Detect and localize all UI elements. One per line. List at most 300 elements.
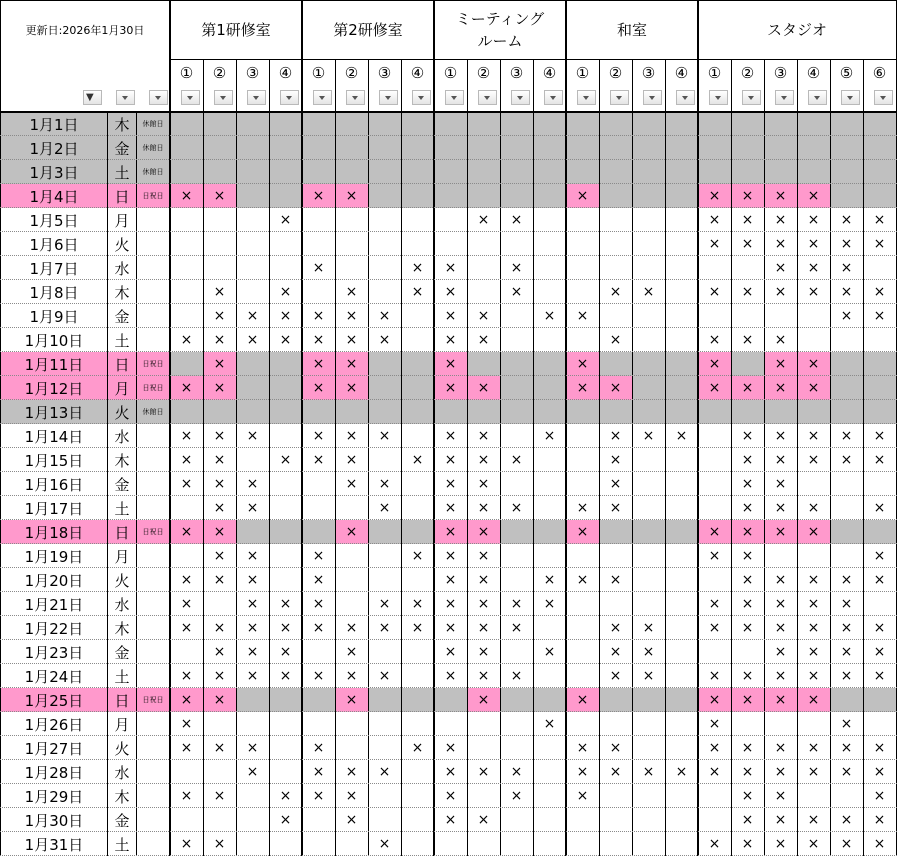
slot-cell[interactable] (599, 184, 632, 208)
slot-cell[interactable] (632, 184, 665, 208)
slot-cell[interactable]: × (863, 544, 896, 568)
slot-cell[interactable] (830, 544, 863, 568)
slot-cell[interactable] (566, 712, 599, 736)
slot-cell[interactable] (170, 112, 203, 136)
slot-cell[interactable] (335, 232, 368, 256)
slot-cell[interactable] (533, 160, 566, 184)
slot-cell[interactable]: × (467, 808, 500, 832)
slot-cell[interactable] (698, 424, 731, 448)
slot-cell[interactable] (665, 472, 698, 496)
slot-cell[interactable]: × (302, 184, 335, 208)
slot-cell[interactable] (368, 736, 401, 760)
slot-cell[interactable] (500, 136, 533, 160)
slot-cell[interactable] (170, 544, 203, 568)
slot-cell[interactable]: × (500, 592, 533, 616)
slot-cell[interactable] (467, 736, 500, 760)
slot-cell[interactable] (665, 640, 698, 664)
slot-cell[interactable] (632, 472, 665, 496)
slot-cell[interactable] (434, 208, 467, 232)
slot-cell[interactable] (665, 328, 698, 352)
slot-cell[interactable] (665, 736, 698, 760)
slot-cell[interactable]: × (434, 328, 467, 352)
slot-cell[interactable] (599, 136, 632, 160)
slot-cell[interactable] (269, 160, 302, 184)
slot-cell[interactable]: × (764, 832, 797, 856)
slot-cell[interactable] (698, 448, 731, 472)
slot-cell[interactable] (170, 280, 203, 304)
slot-cell[interactable]: × (731, 736, 764, 760)
slot-cell[interactable] (533, 496, 566, 520)
slot-cell[interactable]: × (500, 496, 533, 520)
slot-cell[interactable] (203, 808, 236, 832)
slot-cell[interactable] (236, 520, 269, 544)
slot-cell[interactable] (533, 184, 566, 208)
slot-cell[interactable] (665, 448, 698, 472)
slot-cell[interactable] (566, 232, 599, 256)
slot-cell[interactable] (797, 328, 830, 352)
slot-cell[interactable]: × (698, 664, 731, 688)
slot-cell[interactable]: × (401, 592, 434, 616)
slot-cell[interactable] (533, 328, 566, 352)
slot-cell[interactable]: × (170, 448, 203, 472)
filter-slot-button[interactable] (544, 90, 563, 105)
slot-cell[interactable]: × (863, 208, 896, 232)
slot-cell[interactable]: × (698, 328, 731, 352)
slot-cell[interactable]: × (434, 664, 467, 688)
slot-cell[interactable]: × (236, 640, 269, 664)
slot-cell[interactable]: × (632, 424, 665, 448)
slot-cell[interactable] (863, 256, 896, 280)
slot-cell[interactable]: × (731, 544, 764, 568)
slot-cell[interactable] (599, 160, 632, 184)
filter-date-button[interactable] (83, 90, 102, 105)
slot-cell[interactable] (599, 304, 632, 328)
slot-cell[interactable]: × (830, 760, 863, 784)
slot-cell[interactable] (599, 712, 632, 736)
slot-cell[interactable] (500, 304, 533, 328)
slot-cell[interactable]: × (863, 664, 896, 688)
slot-cell[interactable]: × (698, 616, 731, 640)
slot-cell[interactable] (599, 832, 632, 856)
filter-slot-button[interactable] (313, 90, 332, 105)
slot-cell[interactable]: × (731, 232, 764, 256)
slot-cell[interactable]: × (731, 520, 764, 544)
filter-label-button[interactable] (149, 90, 168, 105)
slot-cell[interactable] (401, 808, 434, 832)
slot-cell[interactable] (401, 520, 434, 544)
slot-cell[interactable]: × (665, 424, 698, 448)
slot-cell[interactable]: × (335, 784, 368, 808)
slot-cell[interactable] (599, 400, 632, 424)
slot-cell[interactable]: × (599, 472, 632, 496)
slot-cell[interactable] (830, 376, 863, 400)
slot-cell[interactable] (566, 640, 599, 664)
slot-cell[interactable]: × (203, 448, 236, 472)
slot-cell[interactable] (500, 808, 533, 832)
slot-cell[interactable] (665, 592, 698, 616)
slot-cell[interactable]: × (863, 640, 896, 664)
slot-cell[interactable]: × (467, 688, 500, 712)
slot-cell[interactable]: × (170, 832, 203, 856)
slot-cell[interactable] (302, 808, 335, 832)
slot-cell[interactable] (269, 544, 302, 568)
slot-cell[interactable] (467, 784, 500, 808)
slot-cell[interactable]: × (731, 472, 764, 496)
slot-cell[interactable] (500, 352, 533, 376)
slot-cell[interactable] (269, 400, 302, 424)
slot-cell[interactable]: × (368, 592, 401, 616)
slot-cell[interactable]: × (830, 208, 863, 232)
slot-cell[interactable]: × (764, 592, 797, 616)
slot-cell[interactable]: × (830, 304, 863, 328)
slot-cell[interactable] (302, 400, 335, 424)
slot-cell[interactable]: × (731, 424, 764, 448)
slot-cell[interactable]: × (269, 640, 302, 664)
slot-cell[interactable]: × (698, 592, 731, 616)
slot-cell[interactable] (665, 664, 698, 688)
slot-cell[interactable]: × (764, 328, 797, 352)
slot-cell[interactable]: × (203, 280, 236, 304)
slot-cell[interactable]: × (698, 688, 731, 712)
slot-cell[interactable]: × (401, 280, 434, 304)
slot-cell[interactable]: × (566, 376, 599, 400)
slot-cell[interactable] (665, 184, 698, 208)
slot-cell[interactable] (566, 424, 599, 448)
filter-slot-button[interactable] (412, 90, 431, 105)
slot-cell[interactable]: × (335, 424, 368, 448)
slot-cell[interactable] (698, 568, 731, 592)
slot-cell[interactable] (434, 112, 467, 136)
slot-cell[interactable]: × (863, 736, 896, 760)
slot-cell[interactable]: × (731, 280, 764, 304)
slot-cell[interactable]: × (500, 280, 533, 304)
slot-cell[interactable]: × (434, 760, 467, 784)
slot-cell[interactable]: × (203, 376, 236, 400)
slot-cell[interactable] (665, 832, 698, 856)
slot-cell[interactable]: × (434, 520, 467, 544)
slot-cell[interactable] (203, 760, 236, 784)
slot-cell[interactable] (368, 784, 401, 808)
slot-cell[interactable] (368, 712, 401, 736)
slot-cell[interactable]: × (434, 376, 467, 400)
filter-slot-button[interactable] (841, 90, 860, 105)
slot-cell[interactable]: × (335, 448, 368, 472)
slot-cell[interactable]: × (698, 184, 731, 208)
slot-cell[interactable]: × (566, 496, 599, 520)
slot-cell[interactable]: × (863, 424, 896, 448)
slot-cell[interactable] (269, 688, 302, 712)
slot-cell[interactable] (665, 208, 698, 232)
slot-cell[interactable] (863, 400, 896, 424)
slot-cell[interactable] (335, 832, 368, 856)
slot-cell[interactable] (236, 448, 269, 472)
slot-cell[interactable] (236, 688, 269, 712)
slot-cell[interactable]: × (698, 736, 731, 760)
slot-cell[interactable]: × (797, 496, 830, 520)
slot-cell[interactable] (368, 448, 401, 472)
slot-cell[interactable] (302, 832, 335, 856)
slot-cell[interactable] (698, 784, 731, 808)
slot-cell[interactable] (335, 136, 368, 160)
slot-cell[interactable]: × (302, 616, 335, 640)
slot-cell[interactable]: × (599, 448, 632, 472)
slot-cell[interactable] (566, 544, 599, 568)
slot-cell[interactable]: × (335, 328, 368, 352)
slot-cell[interactable]: × (830, 832, 863, 856)
slot-cell[interactable]: × (599, 424, 632, 448)
slot-cell[interactable] (401, 424, 434, 448)
slot-cell[interactable] (368, 232, 401, 256)
slot-cell[interactable]: × (401, 544, 434, 568)
slot-cell[interactable]: × (368, 328, 401, 352)
slot-cell[interactable]: × (302, 328, 335, 352)
slot-cell[interactable]: × (302, 760, 335, 784)
filter-slot-button[interactable] (511, 90, 530, 105)
slot-cell[interactable] (170, 232, 203, 256)
slot-cell[interactable]: × (830, 256, 863, 280)
slot-cell[interactable]: × (236, 568, 269, 592)
slot-cell[interactable] (302, 280, 335, 304)
slot-cell[interactable] (401, 112, 434, 136)
slot-cell[interactable] (500, 712, 533, 736)
slot-cell[interactable]: × (599, 280, 632, 304)
slot-cell[interactable] (368, 688, 401, 712)
slot-cell[interactable] (731, 400, 764, 424)
slot-cell[interactable] (830, 520, 863, 544)
slot-cell[interactable] (335, 256, 368, 280)
slot-cell[interactable] (269, 136, 302, 160)
slot-cell[interactable] (335, 568, 368, 592)
slot-cell[interactable]: × (863, 568, 896, 592)
slot-cell[interactable] (665, 496, 698, 520)
slot-cell[interactable] (632, 520, 665, 544)
slot-cell[interactable]: × (467, 208, 500, 232)
slot-cell[interactable] (401, 232, 434, 256)
slot-cell[interactable] (863, 712, 896, 736)
slot-cell[interactable] (533, 352, 566, 376)
slot-cell[interactable] (632, 376, 665, 400)
slot-cell[interactable]: × (830, 616, 863, 640)
slot-cell[interactable] (500, 688, 533, 712)
slot-cell[interactable]: × (269, 664, 302, 688)
slot-cell[interactable]: × (764, 808, 797, 832)
slot-cell[interactable] (797, 136, 830, 160)
slot-cell[interactable]: × (797, 832, 830, 856)
slot-cell[interactable]: × (764, 472, 797, 496)
slot-cell[interactable] (533, 112, 566, 136)
slot-cell[interactable] (830, 496, 863, 520)
slot-cell[interactable] (401, 208, 434, 232)
slot-cell[interactable]: × (302, 352, 335, 376)
slot-cell[interactable]: × (170, 712, 203, 736)
slot-cell[interactable]: × (368, 472, 401, 496)
slot-cell[interactable]: × (335, 808, 368, 832)
slot-cell[interactable]: × (797, 592, 830, 616)
slot-cell[interactable]: × (764, 664, 797, 688)
slot-cell[interactable]: × (203, 544, 236, 568)
filter-slot-button[interactable] (775, 90, 794, 105)
slot-cell[interactable] (368, 520, 401, 544)
slot-cell[interactable] (500, 832, 533, 856)
slot-cell[interactable]: × (467, 376, 500, 400)
slot-cell[interactable]: × (434, 808, 467, 832)
slot-cell[interactable]: × (269, 808, 302, 832)
slot-cell[interactable]: × (863, 232, 896, 256)
filter-slot-button[interactable] (181, 90, 200, 105)
slot-cell[interactable]: × (599, 328, 632, 352)
slot-cell[interactable] (533, 808, 566, 832)
slot-cell[interactable] (434, 832, 467, 856)
slot-cell[interactable]: × (335, 616, 368, 640)
slot-cell[interactable]: × (203, 640, 236, 664)
slot-cell[interactable] (467, 832, 500, 856)
slot-cell[interactable]: × (170, 184, 203, 208)
slot-cell[interactable] (533, 616, 566, 640)
slot-cell[interactable]: × (203, 424, 236, 448)
slot-cell[interactable] (434, 160, 467, 184)
slot-cell[interactable]: × (302, 784, 335, 808)
slot-cell[interactable] (599, 520, 632, 544)
slot-cell[interactable] (665, 136, 698, 160)
slot-cell[interactable] (632, 232, 665, 256)
slot-cell[interactable] (599, 592, 632, 616)
filter-slot-button[interactable] (643, 90, 662, 105)
slot-cell[interactable]: × (170, 520, 203, 544)
slot-cell[interactable] (269, 376, 302, 400)
slot-cell[interactable] (203, 256, 236, 280)
slot-cell[interactable] (698, 304, 731, 328)
slot-cell[interactable] (401, 664, 434, 688)
slot-cell[interactable] (665, 304, 698, 328)
slot-cell[interactable]: × (368, 424, 401, 448)
slot-cell[interactable] (335, 496, 368, 520)
slot-cell[interactable] (698, 808, 731, 832)
slot-cell[interactable] (533, 232, 566, 256)
slot-cell[interactable] (302, 712, 335, 736)
slot-cell[interactable] (269, 760, 302, 784)
slot-cell[interactable] (500, 184, 533, 208)
slot-cell[interactable] (236, 712, 269, 736)
slot-cell[interactable]: × (467, 568, 500, 592)
slot-cell[interactable] (533, 664, 566, 688)
filter-slot-button[interactable] (709, 90, 728, 105)
slot-cell[interactable] (764, 136, 797, 160)
slot-cell[interactable] (665, 688, 698, 712)
slot-cell[interactable]: × (269, 448, 302, 472)
slot-cell[interactable] (170, 304, 203, 328)
slot-cell[interactable]: × (632, 616, 665, 640)
slot-cell[interactable]: × (500, 208, 533, 232)
slot-cell[interactable]: × (764, 448, 797, 472)
filter-slot-button[interactable] (676, 90, 695, 105)
slot-cell[interactable] (632, 784, 665, 808)
slot-cell[interactable]: × (863, 832, 896, 856)
slot-cell[interactable] (764, 160, 797, 184)
slot-cell[interactable] (632, 448, 665, 472)
slot-cell[interactable]: × (830, 712, 863, 736)
slot-cell[interactable] (632, 712, 665, 736)
slot-cell[interactable] (797, 304, 830, 328)
slot-cell[interactable] (566, 160, 599, 184)
slot-cell[interactable] (698, 400, 731, 424)
slot-cell[interactable] (731, 160, 764, 184)
slot-cell[interactable] (665, 568, 698, 592)
slot-cell[interactable] (368, 808, 401, 832)
slot-cell[interactable]: × (500, 448, 533, 472)
slot-cell[interactable]: × (434, 424, 467, 448)
slot-cell[interactable] (269, 256, 302, 280)
slot-cell[interactable]: × (764, 184, 797, 208)
slot-cell[interactable] (335, 712, 368, 736)
slot-cell[interactable] (797, 544, 830, 568)
slot-cell[interactable]: × (236, 304, 269, 328)
slot-cell[interactable] (203, 712, 236, 736)
slot-cell[interactable] (632, 304, 665, 328)
slot-cell[interactable]: × (830, 736, 863, 760)
slot-cell[interactable] (599, 256, 632, 280)
slot-cell[interactable] (698, 472, 731, 496)
slot-cell[interactable]: × (698, 352, 731, 376)
slot-cell[interactable] (500, 736, 533, 760)
slot-cell[interactable]: × (698, 232, 731, 256)
slot-cell[interactable] (170, 136, 203, 160)
slot-cell[interactable]: × (566, 520, 599, 544)
slot-cell[interactable] (170, 640, 203, 664)
slot-cell[interactable]: × (764, 256, 797, 280)
filter-slot-button[interactable] (247, 90, 266, 105)
slot-cell[interactable] (731, 112, 764, 136)
slot-cell[interactable]: × (830, 568, 863, 592)
slot-cell[interactable] (236, 832, 269, 856)
slot-cell[interactable]: × (863, 808, 896, 832)
slot-cell[interactable] (368, 352, 401, 376)
slot-cell[interactable] (863, 184, 896, 208)
slot-cell[interactable] (533, 280, 566, 304)
slot-cell[interactable]: × (698, 520, 731, 544)
slot-cell[interactable]: × (434, 736, 467, 760)
slot-cell[interactable]: × (698, 280, 731, 304)
slot-cell[interactable] (830, 352, 863, 376)
slot-cell[interactable]: × (170, 568, 203, 592)
slot-cell[interactable]: × (467, 544, 500, 568)
slot-cell[interactable] (500, 568, 533, 592)
slot-cell[interactable] (368, 400, 401, 424)
slot-cell[interactable]: × (797, 616, 830, 640)
slot-cell[interactable] (698, 136, 731, 160)
slot-cell[interactable] (236, 208, 269, 232)
slot-cell[interactable] (632, 592, 665, 616)
slot-cell[interactable] (401, 496, 434, 520)
slot-cell[interactable]: × (731, 808, 764, 832)
slot-cell[interactable] (533, 256, 566, 280)
slot-cell[interactable] (236, 784, 269, 808)
slot-cell[interactable]: × (599, 664, 632, 688)
slot-cell[interactable] (863, 112, 896, 136)
slot-cell[interactable] (434, 688, 467, 712)
slot-cell[interactable]: × (599, 496, 632, 520)
slot-cell[interactable]: × (335, 376, 368, 400)
slot-cell[interactable]: × (170, 472, 203, 496)
slot-cell[interactable]: × (731, 784, 764, 808)
slot-cell[interactable]: × (731, 832, 764, 856)
slot-cell[interactable]: × (665, 760, 698, 784)
slot-cell[interactable] (632, 808, 665, 832)
slot-cell[interactable]: × (731, 448, 764, 472)
slot-cell[interactable]: × (698, 544, 731, 568)
slot-cell[interactable]: × (566, 760, 599, 784)
slot-cell[interactable] (533, 136, 566, 160)
slot-cell[interactable]: × (335, 640, 368, 664)
